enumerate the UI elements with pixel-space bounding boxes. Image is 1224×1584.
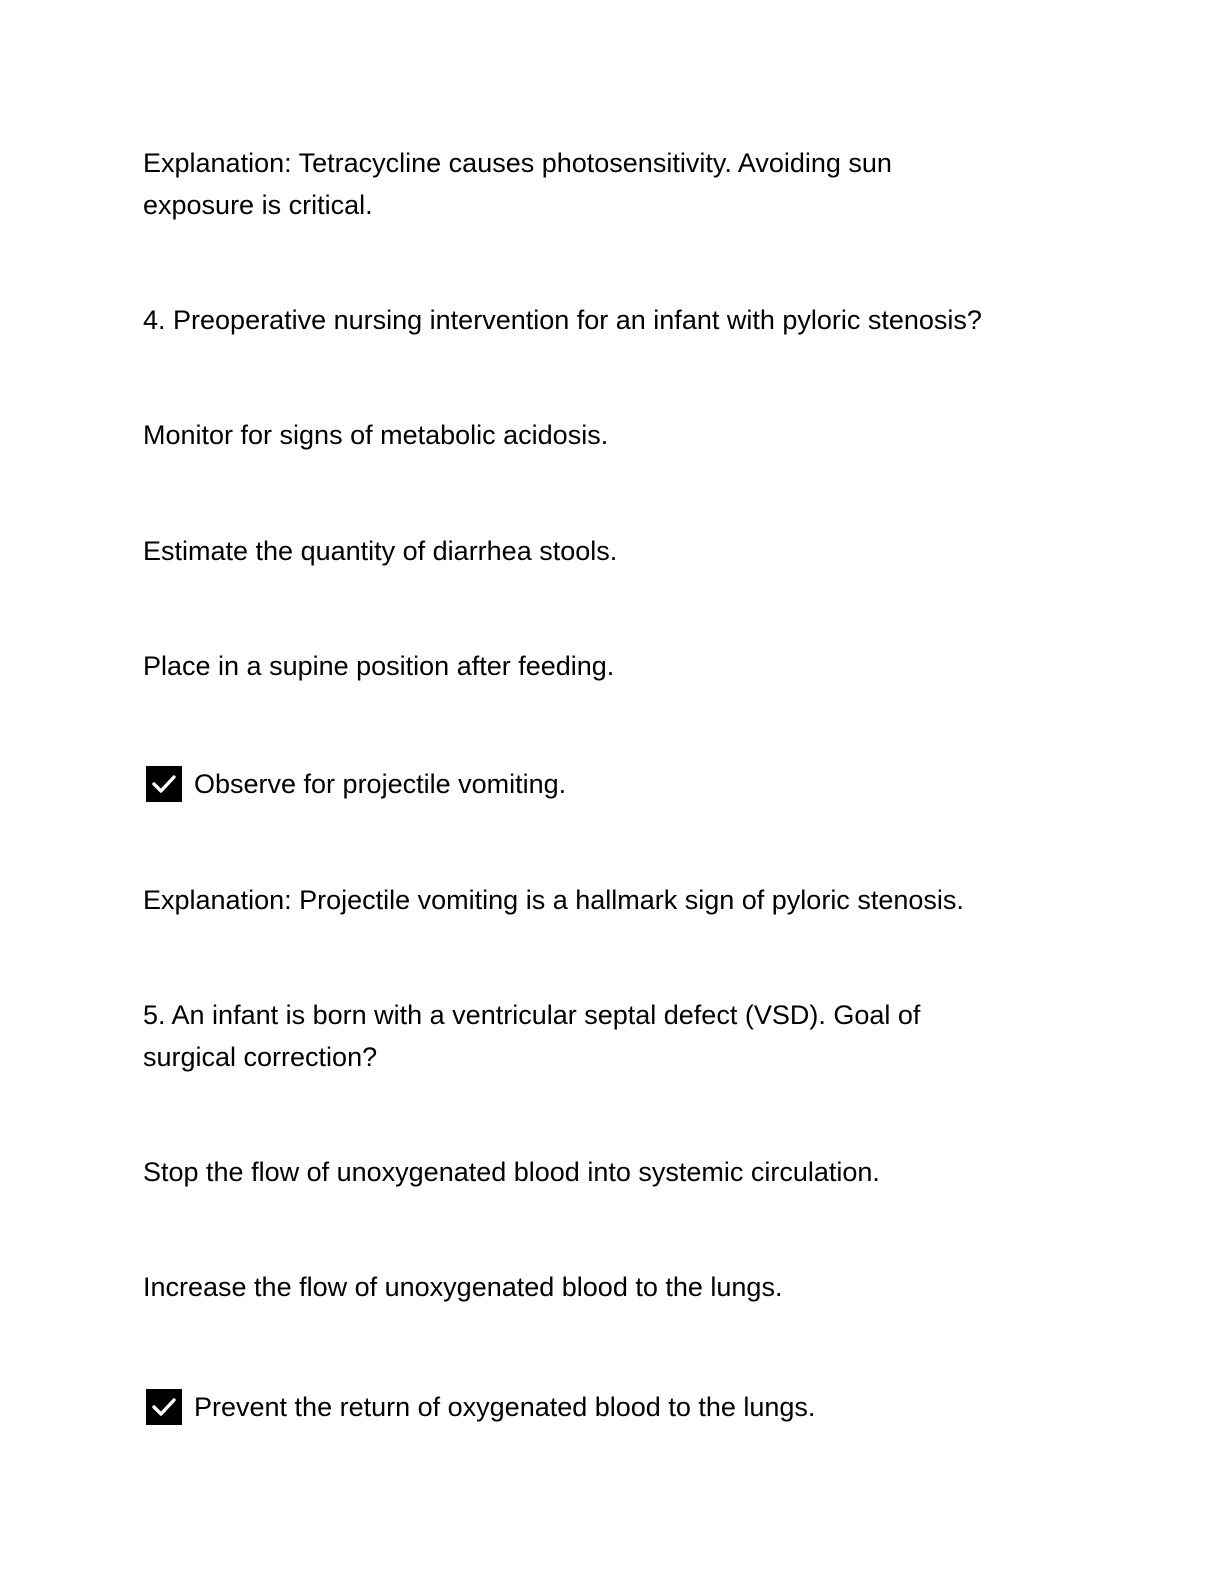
- question-4: 4. Preoperative nursing intervention for an infant with pyloric stenosis?: [143, 305, 982, 335]
- explanation-line-1: Explanation: Tetracycline causes photosensitivity. Avoiding sun: [143, 148, 892, 178]
- q4-option-1: Monitor for signs of metabolic acidosis.: [143, 420, 609, 450]
- checked-checkbox-icon: [146, 766, 182, 802]
- checked-checkbox-icon: [146, 1389, 182, 1425]
- q5-option-2: Increase the flow of unoxygenated blood to the lungs.: [143, 1272, 783, 1302]
- explanation-line-2: exposure is critical.: [143, 190, 373, 220]
- explanation-4: Explanation: Projectile vomiting is a hallmark sign of pyloric stenosis.: [143, 885, 964, 915]
- question-5-line-2: surgical correction?: [143, 1042, 378, 1072]
- q4-option-4-label: Observe for projectile vomiting.: [194, 769, 567, 799]
- q5-option-1: Stop the flow of unoxygenated blood into systemic circulation.: [143, 1157, 880, 1187]
- q5-option-3-correct: [143, 1386, 1103, 1428]
- q4-option-2: Estimate the quantity of diarrhea stools.: [143, 536, 618, 566]
- q4-option-4-correct: [143, 763, 1103, 805]
- question-5-line-1: 5. An infant is born with a ventricular septal defect (VSD). Goal of: [143, 1000, 921, 1030]
- q5-option-3-label: Prevent the return of oxygenated blood to the lungs.: [194, 1392, 816, 1422]
- q4-option-3: Place in a supine position after feeding.: [143, 651, 615, 681]
